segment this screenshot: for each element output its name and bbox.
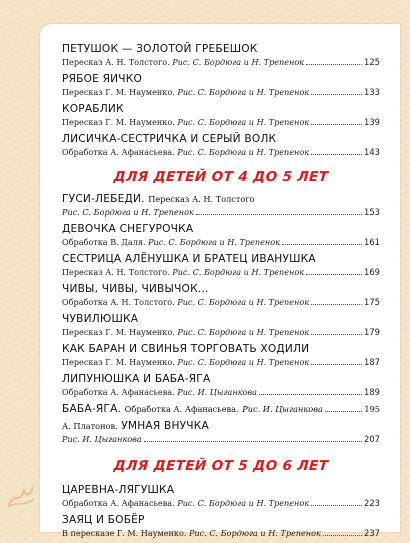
story-credits <box>62 266 380 278</box>
story-credits <box>62 497 380 509</box>
story-title: ЛИПУНЮШКА И БАБА-ЯГА <box>62 373 211 385</box>
story-adaptation: Пересказ Г. М. Науменко. <box>62 87 175 97</box>
story-credits <box>62 56 380 68</box>
story-credits <box>62 236 380 248</box>
story-credits <box>62 527 380 539</box>
story-credits <box>62 326 380 338</box>
toc-entry[interactable] <box>62 312 380 338</box>
story-credits <box>62 296 380 308</box>
toc-entry[interactable] <box>62 282 380 308</box>
story-title: УМНАЯ ВНУЧКА <box>121 420 209 432</box>
story-illustrators: Рис. С. Бордюга и Н. Трепенок <box>62 207 194 217</box>
page-number: 161 <box>364 237 380 247</box>
story-credits <box>62 386 380 398</box>
toc-entry[interactable] <box>62 402 380 416</box>
dot-leader <box>282 236 362 245</box>
story-title: ПЕТУШОК — ЗОЛОТОЙ ГРЕБЕШОК <box>62 43 258 55</box>
story-title: БАБА-ЯГА. <box>62 403 122 415</box>
page-number: 179 <box>364 327 380 337</box>
dot-leader <box>311 116 362 125</box>
page-number: 133 <box>364 87 380 97</box>
story-illustrators: Рис. И. Цыганкова <box>177 387 257 397</box>
story-adaptation: Обработка В. Даля. <box>62 237 146 247</box>
dot-leader <box>311 146 362 155</box>
page-number: 223 <box>364 498 380 508</box>
dot-leader <box>311 86 362 95</box>
story-adaptation: В пересказе Г. М. Науменко. <box>62 528 187 538</box>
story-illustrators: Рис. С. Бордюга и Н. Трепенок <box>177 147 310 157</box>
toc-entry[interactable] <box>62 419 380 445</box>
dot-leader <box>259 386 362 395</box>
story-title: КОРАБЛИК <box>62 103 124 115</box>
dot-leader <box>311 356 362 365</box>
story-title: ДЕВОЧКА СНЕГУРОЧКА <box>62 223 194 235</box>
page-number: 175 <box>364 297 380 307</box>
story-title: ЦАРЕВНА-ЛЯГУШКА <box>62 484 175 496</box>
story-title: ЛИСИЧКА-СЕСТРИЧКА И СЕРЫЙ ВОЛК <box>62 133 277 145</box>
story-illustrators: Рис. С. Бордюга и Н. Трепенок <box>177 297 310 307</box>
story-illustrators: Рис. С. Бордюга и Н. Трепенок <box>172 57 305 67</box>
story-title: ЧУВИЛЮШКА <box>62 313 139 325</box>
story-title: КАК БАРАН И СВИНЬЯ ТОРГОВАТЬ ХОДИЛИ <box>62 343 310 355</box>
story-adaptation: Пересказ А. Н. Толстого. <box>62 57 170 67</box>
story-title-line <box>62 402 380 416</box>
story-illustrators: Рис. С. Бордюга и Н. Трепенок <box>172 267 305 277</box>
story-adaptation: Обработка А. Афанасьева. <box>124 404 239 414</box>
page-number: 139 <box>364 117 380 127</box>
story-illustrators: Рис. С. Бордюга и Н. Трепенок <box>177 357 310 367</box>
page-number: 153 <box>364 207 380 217</box>
story-credits <box>62 146 380 158</box>
story-title: РЯБОЕ ЯИЧКО <box>62 73 143 85</box>
section-heading-5-6: ДЛЯ ДЕТЕЙ ОТ 5 ДО 6 ЛЕТ <box>113 458 329 474</box>
dot-leader <box>323 527 362 536</box>
story-credits <box>62 356 380 368</box>
story-credits <box>62 116 380 128</box>
dot-leader <box>325 403 363 412</box>
story-credits <box>62 206 380 218</box>
story-illustrators: Рис. С. Бордюга и Н. Трепенок <box>177 87 310 97</box>
toc-entry[interactable] <box>62 42 380 68</box>
toc-entry[interactable] <box>62 102 380 128</box>
dot-leader <box>196 206 362 215</box>
dot-leader <box>311 326 362 335</box>
toc-entry[interactable] <box>62 513 380 539</box>
story-title: ЗАЯЦ И БОБЁР <box>62 514 145 526</box>
contents-panel <box>40 24 400 538</box>
page-number: 237 <box>364 528 380 538</box>
story-adaptation: Пересказ А. Н. Толстого. <box>62 267 170 277</box>
dot-leader <box>311 296 362 305</box>
page-number: 143 <box>364 147 380 157</box>
page-number: 187 <box>364 357 380 367</box>
toc-entry[interactable] <box>62 132 380 158</box>
story-illustrators: Рис. И. Цыганкова <box>242 404 323 414</box>
toc-entry[interactable] <box>62 222 380 248</box>
story-credits <box>62 86 380 98</box>
story-title-line <box>62 419 380 433</box>
dot-leader <box>144 433 362 442</box>
toc-entry[interactable] <box>62 483 380 509</box>
story-adaptation: Пересказ Г. М. Науменко. <box>62 117 175 127</box>
ornament-icon <box>6 483 36 509</box>
story-adaptation: Обработка А. Афанасьева. <box>62 147 175 157</box>
section-heading-4-5: ДЛЯ ДЕТЕЙ ОТ 4 ДО 5 ЛЕТ <box>113 169 329 185</box>
story-adaptation: Пересказ А. Н. Толстого <box>148 194 255 204</box>
story-illustrators: Рис. С. Бордюга и Н. Трепенок <box>177 327 310 337</box>
story-title: ГУСИ-ЛЕБЕДИ. <box>62 193 145 205</box>
story-author: А. Платонов. <box>62 421 118 431</box>
dot-leader <box>311 497 362 506</box>
page-number: 169 <box>364 267 380 277</box>
story-adaptation: Пересказ Г. М. Науменко. <box>62 327 175 337</box>
story-illustrators: Рис. С. Бордюга и Н. Трепенок <box>177 117 310 127</box>
page-number: 195 <box>364 404 380 414</box>
story-adaptation: Обработка А. Афанасьева. <box>62 498 175 508</box>
page-number: 207 <box>364 434 380 444</box>
table-of-contents <box>62 42 380 543</box>
story-title: ЧИВЫ, ЧИВЫ, ЧИВЫЧОК... <box>62 283 209 295</box>
story-credits <box>62 433 380 445</box>
story-title-line <box>62 192 380 206</box>
page-number: 189 <box>364 387 380 397</box>
story-adaptation: Обработка А. Н. Толстого. <box>62 297 175 307</box>
toc-entry[interactable] <box>62 372 380 398</box>
toc-entry[interactable] <box>62 192 380 218</box>
story-title: СЕСТРИЦА АЛЁНУШКА И БРАТЕЦ ИВАНУШКА <box>62 253 316 265</box>
story-illustrators: Рис. С. Бордюга и Н. Трепенок <box>148 237 280 247</box>
toc-entry[interactable] <box>62 252 380 278</box>
toc-entry[interactable] <box>62 342 380 368</box>
page-number: 125 <box>364 57 380 67</box>
story-illustrators: Рис. С. Бордюга и Н. Трепенок <box>177 498 310 508</box>
dot-leader <box>306 266 362 275</box>
story-illustrators: Рис. С. Бордюга и Н. Трепенок <box>189 528 321 538</box>
story-illustrators: Рис. И. Цыганкова <box>62 434 142 444</box>
dot-leader <box>306 56 362 65</box>
story-adaptation: Обработка А. Афанасьева. <box>62 387 175 397</box>
toc-entry[interactable] <box>62 72 380 98</box>
story-adaptation: Пересказ Г. М. Науменко. <box>62 357 175 367</box>
